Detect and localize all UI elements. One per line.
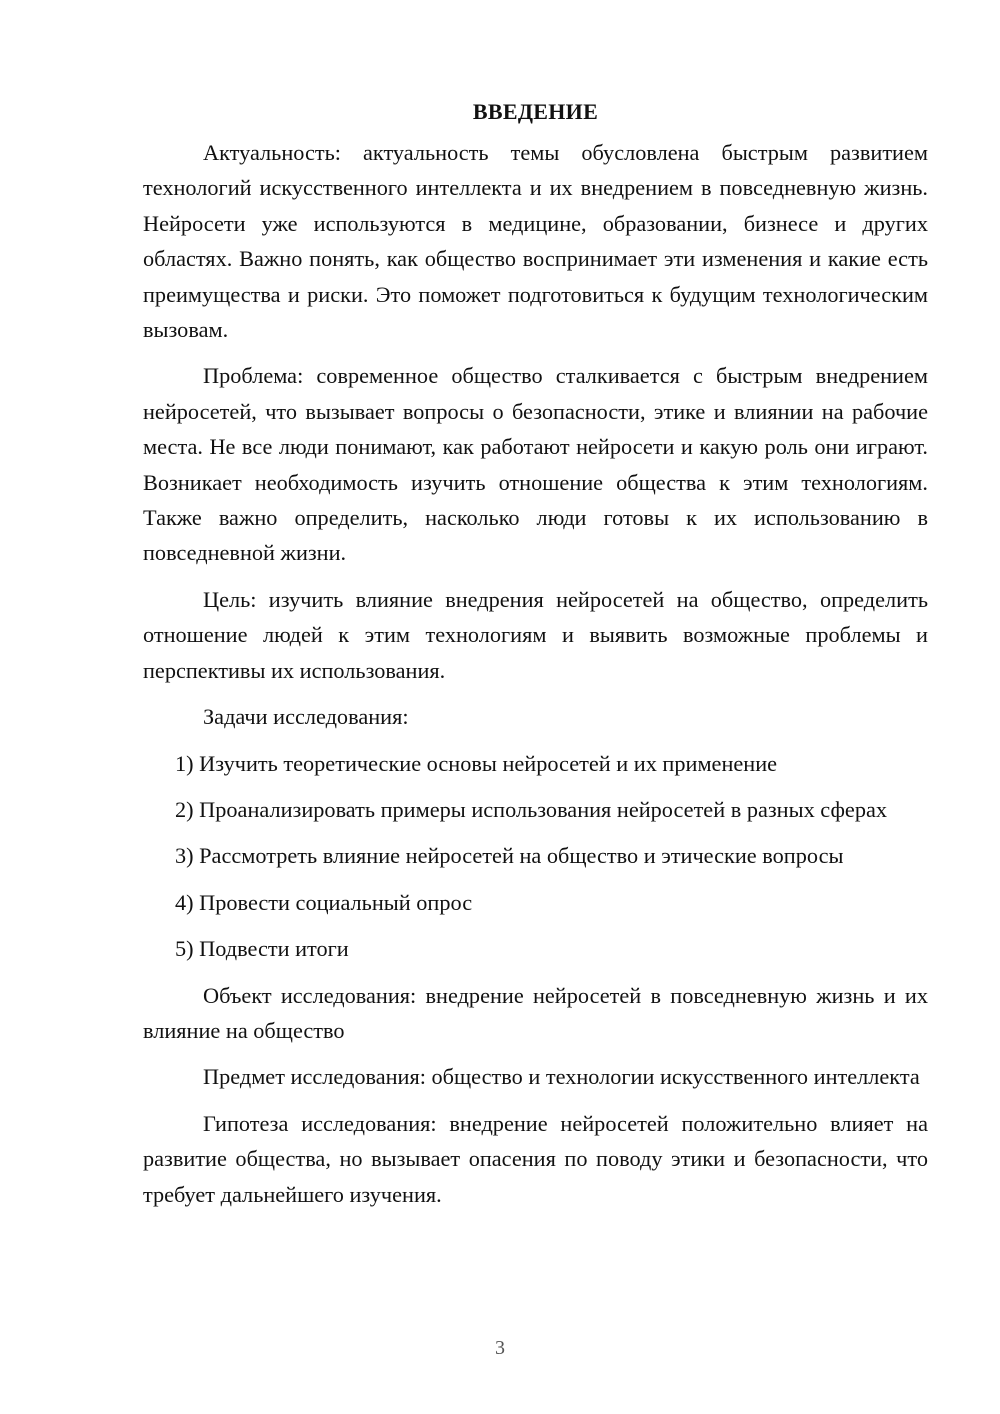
hypothesis-paragraph: Гипотеза исследования: внедрение нейросетей положительно влияет на развитие общества, но вызывает опасения по поводу этики и безопасности, что требует дальнейшего изучения. <box>143 1110 928 1207</box>
task-item: 4) Провести социальный опрос <box>175 889 473 915</box>
relevance-paragraph: Актуальность: актуальность темы обусловлена быстрым развитием технологий искусственного интеллекта и их внедрением в повседневную жизнь. Нейросети уже используются в медицине, образовании, бизнесе и других областях. Важно понять, как общество воспринимает эти изменения и какие есть преимущества и риски. Это поможет подготовиться к будущим технологическим вызовам. <box>143 140 928 343</box>
subject-paragraph: Предмет исследования: общество и технологии искусственного интеллекта <box>203 1064 920 1090</box>
task-item: 1) Изучить теоретические основы нейросетей и их применение <box>175 750 778 776</box>
problem-paragraph: Проблема: современное общество сталкивается с быстрым внедрением нейросетей, что вызывает вопросы о безопасности, этике и влиянии на рабочие места. Не все люди понимают, как работают нейросети и какую роль они играют. Возникает необходимость изучить отношение общества к этим технологиям. Также важно определить, насколько люди готовы к их использованию в повседневной жизни. <box>143 363 928 566</box>
page-title: ВВЕДЕНИЕ <box>472 99 599 124</box>
tasks-heading: Задачи исследования: <box>203 704 409 730</box>
task-item: 5) Подвести итоги <box>175 936 349 962</box>
page-content <box>143 94 928 1212</box>
goal-paragraph: Цель: изучить влияние внедрения нейросетей на общество, определить отношение людей к этим технологиям и выявить возможные проблемы и перспективы их использования. <box>143 586 928 683</box>
task-item: 2) Проанализировать примеры использования нейросетей в разных сферах <box>175 796 888 822</box>
task-item: 3) Рассмотреть влияние нейросетей на общество и этические вопросы <box>175 843 844 869</box>
page-number: 3 <box>495 1337 505 1359</box>
object-paragraph: Объект исследования: внедрение нейросетей в повседневную жизнь и их влияние на общество <box>143 982 928 1043</box>
